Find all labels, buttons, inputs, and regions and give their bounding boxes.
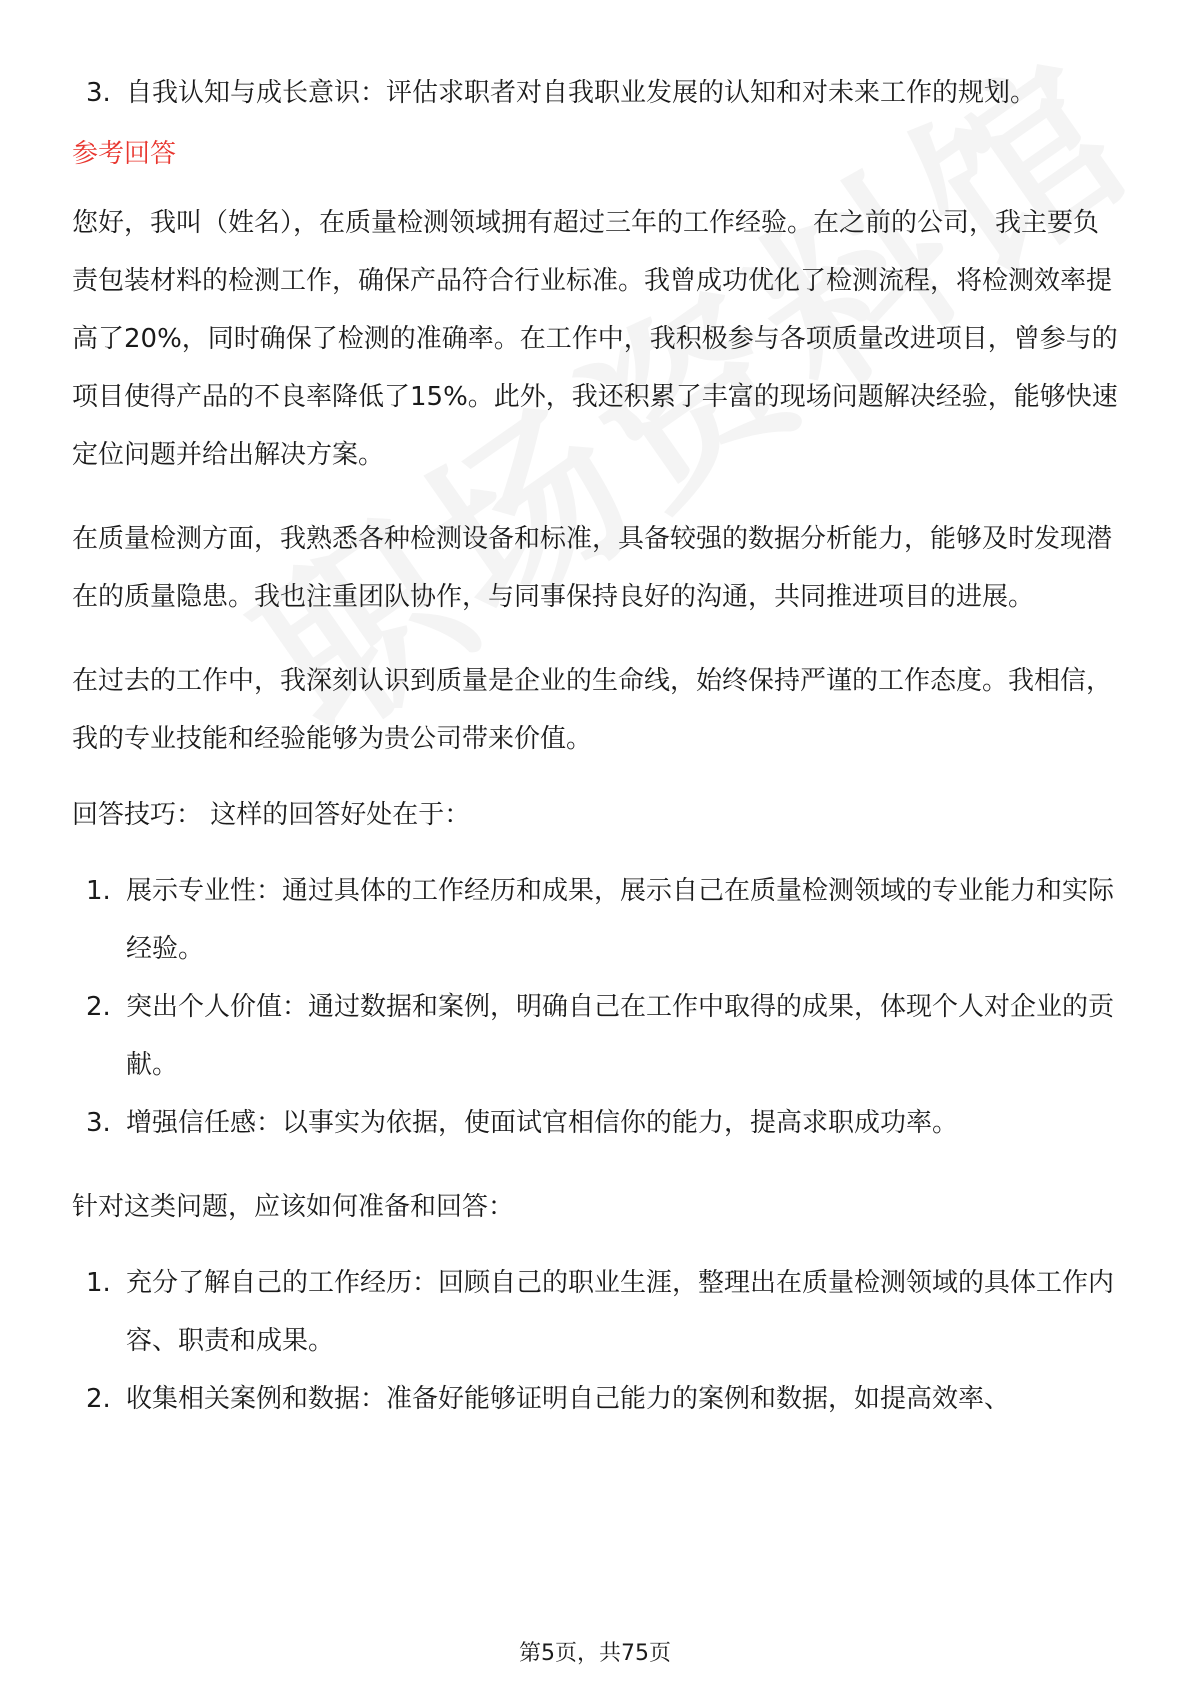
document-body xyxy=(72,64,1118,1428)
list-text: 突出个人价值：通过数据和案例，明确自己在工作中取得的成果，体现个人对企业的贡献。 xyxy=(126,992,1115,1080)
list-item xyxy=(72,1254,1118,1370)
list-number: 1. xyxy=(86,876,111,906)
list-number: 2. xyxy=(86,1384,111,1414)
prep-intro: 针对这类问题，应该如何准备和回答： xyxy=(72,1192,515,1222)
list-number: 2. xyxy=(86,992,111,1022)
list-item xyxy=(72,862,1118,978)
list-number: 3. xyxy=(86,78,111,108)
answer-paragraph-1: 您好，我叫（姓名），在质量检测领域拥有超过三年的工作经验。在之前的公司，我主要负责包装材料的检测工作，确保产品符合行业标准。我曾成功优化了检测流程，将检测效率提高了20%，同时确保了检测的准确率。在工作中，我积极参与各项质量改进项目，曾参与的项目使得产品的不良率降低了15%。此外，我还积累了丰富的现场问题解决经验，能够快速定位问题并给出解决方案。 xyxy=(72,208,1118,470)
list-text: 增强信任感：以事实为依据，使面试官相信你的能力，提高求职成功率。 xyxy=(126,1108,959,1138)
top-list xyxy=(72,64,1118,122)
list-item xyxy=(72,978,1118,1094)
list-item xyxy=(72,64,1118,122)
tips-intro: 回答技巧： 这样的回答好处在于： xyxy=(72,800,471,830)
list-item xyxy=(72,1370,1118,1428)
page-footer: 第5页，共75页 xyxy=(519,1641,671,1666)
prep-list xyxy=(72,1254,1118,1428)
list-item xyxy=(72,1094,1118,1152)
answer-paragraph-2: 在质量检测方面，我熟悉各种检测设备和标准，具备较强的数据分析能力，能够及时发现潜在的质量隐患。我也注重团队协作，与同事保持良好的沟通，共同推进项目的进展。 xyxy=(72,524,1113,612)
list-text: 展示专业性：通过具体的工作经历和成果，展示自己在质量检测领域的专业能力和实际经验。 xyxy=(126,876,1115,964)
list-number: 1. xyxy=(86,1268,111,1298)
list-text: 充分了解自己的工作经历：回顾自己的职业生涯，整理出在质量检测领域的具体工作内容、职责和成果。 xyxy=(126,1268,1115,1356)
section-heading: 参考回答 xyxy=(72,139,177,169)
list-text: 收集相关案例和数据：准备好能够证明自己能力的案例和数据，如提高效率、 xyxy=(126,1384,1011,1414)
answer-paragraph-3: 在过去的工作中，我深刻认识到质量是企业的生命线，始终保持严谨的工作态度。我相信，我的专业技能和经验能够为贵公司带来价值。 xyxy=(72,666,1113,754)
list-text: 自我认知与成长意识：评估求职者对自我职业发展的认知和对未来工作的规划。 xyxy=(126,78,1037,108)
list-number: 3. xyxy=(86,1108,111,1138)
tips-list xyxy=(72,862,1118,1152)
